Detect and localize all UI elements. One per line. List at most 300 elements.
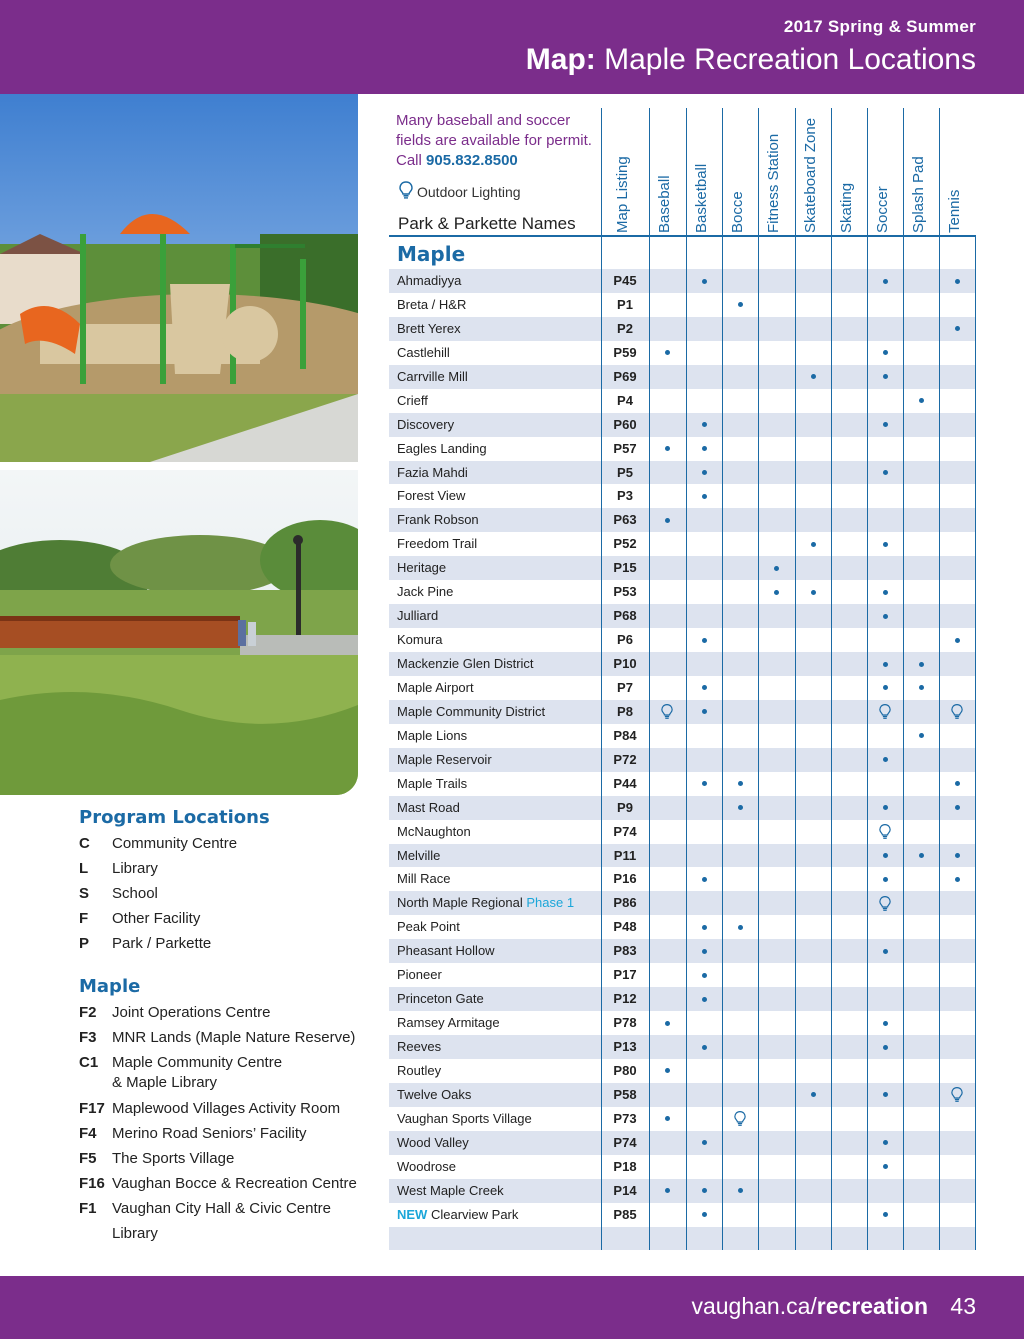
dot-icon (702, 470, 707, 475)
park-name: Brett Yerex (397, 320, 461, 336)
amenity-dot (867, 676, 903, 700)
dot-icon (883, 374, 888, 379)
dot-icon (919, 685, 924, 690)
amenity-dot (867, 652, 903, 676)
park-name: Routley (397, 1062, 442, 1078)
table-row (389, 532, 976, 556)
column-divider (722, 108, 723, 1250)
facility-item: F17 Maplewood Villages Activity Room (79, 1100, 341, 1117)
amenity-dot (867, 532, 903, 556)
park-name: Breta / H&R (397, 296, 467, 312)
dot-icon (774, 566, 779, 571)
facility-item: F4 Merino Road Seniors’ Facility (79, 1125, 307, 1142)
legend-item: P Park / Parkette (79, 935, 212, 952)
amenity-dot (686, 915, 722, 939)
park-names-header: Park & Parkette Names (398, 214, 576, 233)
park-name: Pheasant Hollow (397, 943, 495, 959)
facility-item: F2 Joint Operations Centre (79, 1004, 271, 1021)
dot-icon (955, 877, 960, 882)
lighting-cell (867, 820, 903, 844)
dot-icon (883, 1140, 888, 1145)
table-row (389, 963, 976, 987)
table-row (389, 1059, 976, 1083)
column-divider (795, 108, 796, 1250)
lightbulb-icon (734, 1110, 746, 1127)
map-listing-code: P11 (613, 847, 637, 863)
park-name: Carrville Mill (397, 368, 468, 384)
section-title-maple: Maple (397, 242, 466, 266)
map-listing-code: P4 (617, 392, 633, 408)
amenity-dot (795, 532, 831, 556)
table-row (389, 915, 976, 939)
amenity-dot (649, 1059, 685, 1083)
amenity-dot (686, 413, 722, 437)
dot-icon (665, 1116, 670, 1121)
amenity-dot (867, 1203, 903, 1227)
dot-icon (883, 614, 888, 619)
table-row (389, 652, 976, 676)
dot-icon (702, 997, 707, 1002)
amenity-dot (686, 437, 722, 461)
map-listing-code: P85 (613, 1206, 637, 1222)
table-row (389, 389, 976, 413)
table-row (389, 748, 976, 772)
column-divider (758, 108, 759, 1250)
dot-icon (702, 279, 707, 284)
amenity-dot (686, 676, 722, 700)
table-row (389, 987, 976, 1011)
lightbulb-icon (951, 1086, 963, 1103)
amenity-dot (649, 508, 685, 532)
table-row (389, 1155, 976, 1179)
legend-item: F Other Facility (79, 910, 201, 927)
lighting-cell (939, 1083, 975, 1107)
park-name: Julliard (397, 608, 439, 624)
dot-icon (665, 1068, 670, 1073)
amenity-dot (686, 628, 722, 652)
lightbulb-icon (879, 703, 891, 720)
park-name: Maple Lions (397, 727, 468, 743)
dot-icon (883, 1212, 888, 1217)
dot-icon (665, 1188, 670, 1193)
park-name: Crieff (397, 392, 428, 408)
amenity-dot (795, 365, 831, 389)
amenity-dot (867, 580, 903, 604)
amenity-dot (939, 844, 975, 868)
map-listing-code: P59 (613, 344, 637, 360)
legend-item: C Community Centre (79, 835, 238, 852)
park-name: Twelve Oaks (397, 1086, 472, 1102)
table-row (389, 580, 976, 604)
dot-icon (883, 422, 888, 427)
amenity-dot (686, 700, 722, 724)
table-row (389, 1107, 976, 1131)
dot-icon (702, 422, 707, 427)
table-row (389, 1227, 976, 1251)
map-listing-code: P5 (617, 464, 633, 480)
map-listing-code: P63 (613, 512, 637, 528)
dot-icon (811, 542, 816, 547)
dot-icon (738, 1188, 743, 1193)
map-listing-code: P2 (617, 320, 633, 336)
park-name: Wood Valley (397, 1134, 469, 1150)
map-listing-code: P48 (613, 919, 637, 935)
map-listing-code: P86 (613, 895, 637, 911)
dot-icon (702, 1140, 707, 1145)
park-name: Maple Community District (397, 703, 546, 719)
park-name: Melville (397, 847, 441, 863)
amenity-dot (722, 1179, 758, 1203)
table-row (389, 293, 976, 317)
map-listing-code: P7 (617, 679, 633, 695)
park-name: Mill Race (397, 871, 451, 887)
amenity-dot (867, 604, 903, 628)
maple-facilities-legend (79, 976, 379, 1246)
intro-line1: Many baseball and soccer (396, 112, 571, 129)
dot-icon (774, 590, 779, 595)
playground-photo (0, 94, 358, 462)
dot-icon (702, 1045, 707, 1050)
amenity-dot (649, 1011, 685, 1035)
dot-icon (883, 279, 888, 284)
column-header-fitness-station: Fitness Station (765, 133, 782, 233)
lighting-cell (939, 700, 975, 724)
dot-icon (955, 781, 960, 786)
amenity-dot (649, 341, 685, 365)
map-listing-code: P3 (617, 488, 633, 504)
amenity-dot (649, 1179, 685, 1203)
map-listing-code: P12 (613, 991, 637, 1007)
amenity-dot (867, 461, 903, 485)
amenity-dot (722, 915, 758, 939)
facility-item: F3 MNR Lands (Maple Nature Reserve) (79, 1029, 356, 1046)
lighting-cell (649, 700, 685, 724)
amenity-dot (939, 317, 975, 341)
dot-icon (702, 925, 707, 930)
page-title (526, 43, 976, 77)
page-title-bold: Map: (525, 43, 596, 76)
amenity-dot (867, 269, 903, 293)
amenity-dot (867, 413, 903, 437)
park-name: Maple Airport (397, 679, 474, 695)
park-name: Castlehill (397, 344, 450, 360)
legend-item: L Library (79, 860, 158, 877)
page-header (0, 0, 1024, 94)
column-divider (831, 108, 832, 1250)
dot-icon (702, 1212, 707, 1217)
lightbulb-icon (951, 703, 963, 720)
dot-icon (702, 638, 707, 643)
map-listing-code: P83 (613, 943, 637, 959)
park-name: Princeton Gate (397, 991, 484, 1007)
dot-icon (883, 1164, 888, 1169)
amenity-dot (686, 461, 722, 485)
amenity-dot (722, 796, 758, 820)
table-row (389, 1179, 976, 1203)
park-name: Reeves (397, 1039, 442, 1054)
table-row (389, 628, 976, 652)
amenity-dot (686, 484, 722, 508)
map-listing-code: P60 (613, 416, 637, 432)
column-header-bocce: Bocce (729, 191, 746, 233)
map-listing-code: P73 (613, 1110, 637, 1126)
amenity-dot (758, 556, 794, 580)
column-header-map-listing: Map Listing (614, 156, 631, 233)
lightbulb-icon (399, 181, 413, 202)
table-row (389, 1083, 976, 1107)
table-row (389, 891, 976, 915)
maple-facilities-title: Maple (79, 976, 141, 997)
amenity-dot (867, 867, 903, 891)
park-name: Maple Trails (397, 775, 468, 791)
amenity-dot (867, 748, 903, 772)
map-listing-code: P68 (613, 608, 637, 624)
map-listing-code: P6 (617, 632, 633, 648)
table-row (389, 556, 976, 580)
table-row (389, 844, 976, 868)
map-listing-code: P18 (613, 1158, 637, 1174)
table-row (389, 867, 976, 891)
map-listing-code: P58 (613, 1086, 637, 1102)
column-header-basketball: Basketball (693, 163, 710, 233)
phase-label: Phase 1 (526, 895, 575, 911)
dot-icon (919, 662, 924, 667)
amenity-dot (722, 293, 758, 317)
footer-url[interactable]: vaughan.ca/recreation (691, 1293, 928, 1319)
amenity-dot (867, 796, 903, 820)
dot-icon (738, 302, 743, 307)
dot-icon (811, 374, 816, 379)
park-name: Jack Pine (397, 584, 454, 600)
dot-icon (883, 1045, 888, 1050)
park-name: Ramsey Armitage (397, 1015, 500, 1031)
dot-icon (883, 350, 888, 355)
park-name: Komura (397, 632, 443, 648)
map-listing-code: P57 (613, 440, 637, 456)
page-title-rest: Maple Recreation Locations (604, 43, 976, 76)
dot-icon (702, 973, 707, 978)
amenity-dot (867, 1131, 903, 1155)
table-row (389, 1035, 976, 1059)
amenity-dot (867, 341, 903, 365)
column-header-splash-pad: Splash Pad (910, 156, 927, 233)
amenity-dot (903, 844, 939, 868)
dot-icon (883, 805, 888, 810)
amenity-dot (867, 1083, 903, 1107)
dot-icon (702, 709, 707, 714)
dot-icon (702, 781, 707, 786)
map-listing-code: P13 (613, 1039, 637, 1054)
table-row (389, 484, 976, 508)
column-header-soccer: Soccer (874, 186, 891, 233)
amenity-dot (939, 772, 975, 796)
amenity-dot (867, 1035, 903, 1059)
dot-icon (702, 494, 707, 499)
amenity-dot (939, 796, 975, 820)
map-listing-code: P15 (613, 560, 637, 576)
parks-table (389, 269, 976, 1250)
table-row (389, 700, 976, 724)
column-header-skateboard-zone: Skateboard Zone (802, 117, 819, 233)
table-row (389, 437, 976, 461)
table-row (389, 796, 976, 820)
dot-icon (883, 877, 888, 882)
column-header-tennis: Tennis (946, 189, 963, 233)
map-listing-code: P84 (613, 727, 637, 743)
column-divider (867, 108, 868, 1250)
amenity-dot (795, 1083, 831, 1107)
amenity-dot (686, 1131, 722, 1155)
dot-icon (738, 781, 743, 786)
table-row (389, 772, 976, 796)
permit-intro (396, 111, 596, 171)
dot-icon (811, 1092, 816, 1097)
dot-icon (919, 398, 924, 403)
new-badge: NEW (397, 1206, 428, 1222)
dot-icon (738, 805, 743, 810)
map-listing-code: P17 (613, 967, 637, 983)
table-row (389, 461, 976, 485)
dot-icon (883, 590, 888, 595)
column-header-skating: Skating (838, 182, 855, 233)
table-row (389, 604, 976, 628)
dot-icon (883, 1092, 888, 1097)
dot-icon (955, 853, 960, 858)
dot-icon (702, 685, 707, 690)
map-listing-code: P9 (617, 799, 633, 815)
lightbulb-icon (879, 895, 891, 912)
amenity-dot (795, 580, 831, 604)
map-listing-code: P80 (613, 1062, 637, 1078)
column-divider (939, 108, 940, 1250)
table-row (389, 676, 976, 700)
facility-item: C1 Maple Community Centre (79, 1054, 283, 1071)
lightbulb-icon (879, 823, 891, 840)
amenity-dot (939, 269, 975, 293)
park-name: North Maple Regional Phase 1 (397, 895, 575, 911)
park-name: Ahmadiyya (397, 273, 462, 288)
intro-line2: fields are available for permit. (396, 132, 592, 149)
amenity-dot (903, 389, 939, 413)
park-name: Mackenzie Glen District (397, 656, 534, 671)
dot-icon (883, 757, 888, 762)
park-name: Pioneer (397, 967, 442, 983)
amenity-dot (649, 1107, 685, 1131)
amenity-dot (903, 724, 939, 748)
dot-icon (665, 350, 670, 355)
amenity-dot (867, 1155, 903, 1179)
lighting-cell (722, 1107, 758, 1131)
program-locations-title: Program Locations (79, 807, 270, 828)
table-row (389, 508, 976, 532)
lighting-cell (867, 700, 903, 724)
dot-icon (883, 542, 888, 547)
phone-number: 905.832.8500 (426, 152, 518, 169)
table-row (389, 820, 976, 844)
dot-icon (883, 470, 888, 475)
table-row (389, 1203, 976, 1227)
table-row (389, 317, 976, 341)
park-name: NEW Clearview Park (397, 1206, 519, 1222)
dot-icon (738, 925, 743, 930)
map-listing-code: P14 (613, 1182, 637, 1198)
facility-item: F16 Vaughan Bocce & Recreation Centre (79, 1175, 357, 1192)
amenity-dot (649, 437, 685, 461)
column-divider (601, 108, 602, 1250)
table-row (389, 341, 976, 365)
amenity-dot (686, 1203, 722, 1227)
amenity-dot (686, 987, 722, 1011)
map-listing-code: P78 (613, 1015, 637, 1031)
dot-icon (919, 853, 924, 858)
facility-item: F1 Vaughan City Hall & Civic Centre Library (79, 1200, 331, 1242)
map-listing-code: P74 (613, 823, 637, 839)
amenity-dot (939, 628, 975, 652)
park-name: Freedom Trail (397, 536, 478, 552)
map-listing-code: P69 (613, 368, 637, 384)
outdoor-lighting-label: Outdoor Lighting (417, 183, 521, 200)
park-name: Forest View (397, 488, 466, 504)
table-row (389, 365, 976, 389)
dot-icon (955, 279, 960, 284)
park-name: West Maple Creek (397, 1182, 504, 1198)
dot-icon (955, 805, 960, 810)
map-listing-code: P74 (613, 1134, 637, 1150)
dot-icon (665, 518, 670, 523)
amenity-dot (686, 772, 722, 796)
season-label: 2017 Spring & Summer (783, 17, 976, 36)
dot-icon (811, 590, 816, 595)
map-listing-code: P44 (613, 775, 637, 791)
legend-item: S School (79, 885, 158, 902)
amenity-dot (903, 676, 939, 700)
table-row (389, 939, 976, 963)
facility-item: & Maple Library (112, 1074, 218, 1091)
park-name: Vaughan Sports Village (397, 1110, 532, 1126)
park-name: Maple Reservoir (397, 751, 492, 767)
table-row (389, 1131, 976, 1155)
dot-icon (702, 877, 707, 882)
map-listing-code: P16 (613, 871, 637, 887)
dot-icon (665, 1021, 670, 1026)
park-name: Woodrose (397, 1158, 457, 1174)
park-name: Frank Robson (397, 512, 479, 528)
map-listing-code: P10 (613, 656, 637, 671)
amenity-dot (722, 772, 758, 796)
dot-icon (702, 446, 707, 451)
map-listing-code: P52 (613, 536, 637, 552)
dot-icon (665, 446, 670, 451)
facility-item: F5 The Sports Village (79, 1150, 235, 1167)
park-name: Eagles Landing (397, 440, 487, 456)
park-name: McNaughton (397, 823, 471, 839)
map-listing-code: P8 (617, 703, 633, 719)
page-number: 43 (950, 1293, 976, 1319)
amenity-dot (758, 580, 794, 604)
amenity-dot (686, 1179, 722, 1203)
amenity-dot (867, 939, 903, 963)
amenity-dot (903, 652, 939, 676)
amenity-dot (867, 365, 903, 389)
park-name: Discovery (397, 416, 455, 432)
amenity-dot (867, 844, 903, 868)
dot-icon (883, 853, 888, 858)
table-row (389, 1011, 976, 1035)
amenity-dot (686, 939, 722, 963)
dot-icon (883, 1021, 888, 1026)
amenity-dot (686, 269, 722, 293)
park-name: Mast Road (397, 799, 460, 815)
